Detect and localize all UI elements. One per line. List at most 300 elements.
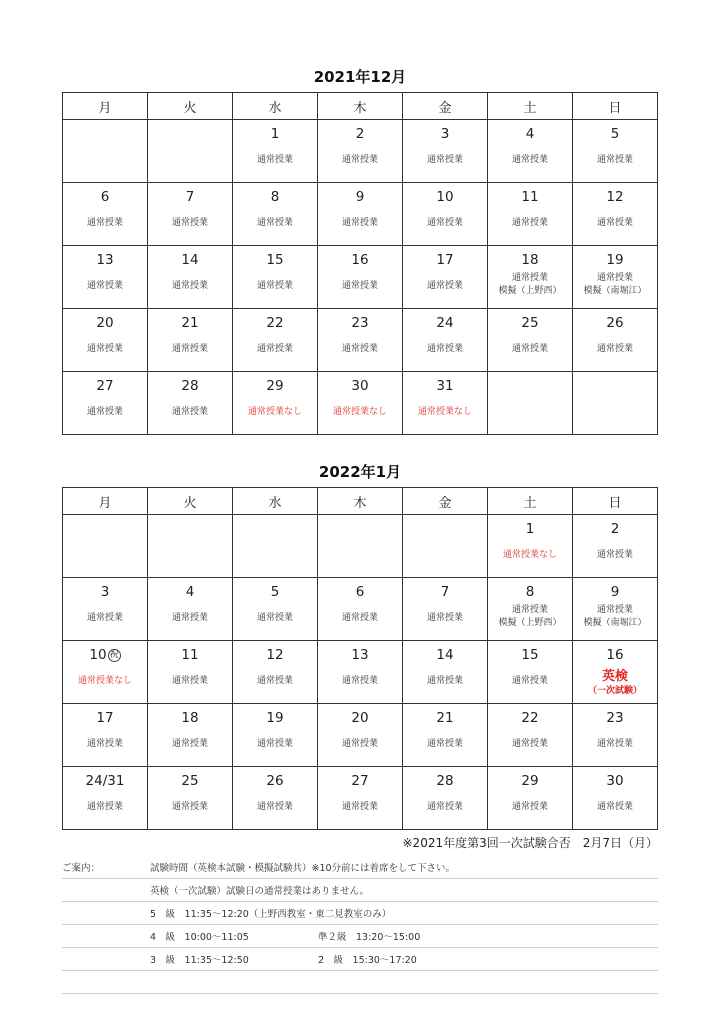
- schedule-line: 通常授業: [341, 613, 378, 623]
- day-cell: [403, 309, 488, 372]
- day-number: [233, 252, 317, 268]
- day-number: [488, 252, 572, 268]
- schedule-line: 通常授業: [511, 605, 548, 615]
- schedule-line: 通常授業: [426, 802, 463, 812]
- day-number-text: 12: [606, 189, 624, 205]
- note-text: 試験時間（英検本試験・模擬試験共）※10分前には着席をして下さい。: [150, 863, 456, 874]
- day-number-text: 11: [181, 647, 199, 663]
- day-cell: [148, 372, 233, 435]
- day-number: [233, 710, 317, 726]
- day-schedule: [233, 612, 317, 625]
- day-number-text: 16: [606, 647, 624, 663]
- day-schedule: [573, 801, 657, 814]
- day-cell: [488, 704, 573, 767]
- note-row: [62, 925, 658, 948]
- day-schedule: [488, 272, 572, 298]
- schedule-line: 模擬（上野西）: [498, 618, 562, 628]
- day-number-text: 20: [96, 315, 114, 331]
- schedule-line: 通常授業: [426, 613, 463, 623]
- note-row: [62, 902, 658, 925]
- schedule-line: 通常授業: [596, 802, 633, 812]
- day-number-text: 20: [351, 710, 369, 726]
- weekday-header: 金: [403, 93, 488, 120]
- schedule-line: 通常授業: [86, 218, 123, 228]
- day-number: [63, 315, 147, 331]
- day-number: [573, 315, 657, 331]
- week-row: [63, 120, 658, 183]
- day-cell: [148, 309, 233, 372]
- weekday-header: 水: [233, 488, 318, 515]
- schedule-line: 通常授業: [256, 739, 293, 749]
- day-schedule: [573, 272, 657, 298]
- day-schedule: [63, 217, 147, 230]
- day-cell: [148, 578, 233, 641]
- day-number-text: 29: [521, 773, 539, 789]
- day-schedule: [63, 612, 147, 625]
- weekday-header: 水: [233, 93, 318, 120]
- schedule-line: 通常授業: [86, 802, 123, 812]
- day-number: [403, 647, 487, 663]
- day-schedule: [403, 675, 487, 688]
- day-schedule: [148, 217, 232, 230]
- day-number: [403, 189, 487, 205]
- day-number-text: 23: [351, 315, 369, 331]
- day-number-text: 18: [181, 710, 199, 726]
- day-number-text: 8: [270, 189, 280, 205]
- day-schedule: [403, 406, 487, 419]
- day-schedule: [403, 217, 487, 230]
- day-cell: [233, 246, 318, 309]
- schedule-line: 通常授業: [341, 802, 378, 812]
- day-number: [63, 710, 147, 726]
- weekday-header-row: [63, 93, 658, 120]
- day-schedule: [233, 406, 317, 419]
- schedule-line: 通常授業: [511, 155, 548, 165]
- day-number: [488, 773, 572, 789]
- day-number-text: 16: [351, 252, 369, 268]
- day-cell: [488, 183, 573, 246]
- day-schedule: [403, 343, 487, 356]
- day-schedule: [573, 738, 657, 751]
- schedule-line: 通常授業: [256, 281, 293, 291]
- day-number: [318, 584, 402, 600]
- day-number-text: 21: [181, 315, 199, 331]
- day-cell: [403, 641, 488, 704]
- day-number: [573, 189, 657, 205]
- day-number-text: 5: [610, 126, 620, 142]
- no-class-label: 通常授業なし: [247, 407, 302, 417]
- day-number-text: 3: [440, 126, 450, 142]
- day-cell: [318, 246, 403, 309]
- schedule-line: 通常授業: [426, 155, 463, 165]
- eiken-label: 英検: [601, 669, 628, 684]
- schedule-line: 通常授業: [596, 218, 633, 228]
- calendar-title-january: 2022年1月: [318, 463, 402, 481]
- day-cell: [488, 120, 573, 183]
- weekday-header: 月: [63, 93, 148, 120]
- day-schedule: [63, 280, 147, 293]
- day-number: [63, 252, 147, 268]
- day-number: [63, 378, 147, 394]
- day-number: [148, 773, 232, 789]
- day-cell: [148, 246, 233, 309]
- day-schedule: [403, 154, 487, 167]
- schedule-line: 通常授業: [86, 407, 123, 417]
- schedule-line: 通常授業: [426, 739, 463, 749]
- note-text-secondary: 2 級 15:30～17:20: [318, 955, 417, 966]
- schedule-line: 通常授業: [426, 676, 463, 686]
- weekday-header: 日: [573, 93, 658, 120]
- empty-day-cell: [148, 515, 233, 578]
- day-cell: [403, 246, 488, 309]
- day-schedule: [403, 612, 487, 625]
- day-cell: [148, 704, 233, 767]
- day-schedule: [573, 604, 657, 630]
- day-cell: [403, 120, 488, 183]
- schedule-line: 通常授業: [341, 344, 378, 354]
- day-schedule: [573, 343, 657, 356]
- day-cell: [573, 120, 658, 183]
- day-schedule: [488, 675, 572, 688]
- day-cell: [403, 578, 488, 641]
- day-schedule: [148, 675, 232, 688]
- day-cell: [148, 183, 233, 246]
- day-schedule: [148, 343, 232, 356]
- note-text-secondary: 準２級 13:20～15:00: [318, 932, 421, 943]
- day-number-text: 8: [525, 584, 535, 600]
- schedule-line: 通常授業: [511, 739, 548, 749]
- notes-section: [62, 856, 658, 994]
- day-schedule: [233, 280, 317, 293]
- notes-label: ご案内：: [62, 863, 101, 874]
- day-cell: [318, 120, 403, 183]
- day-cell: [318, 704, 403, 767]
- holiday-mark: 祝: [109, 650, 119, 660]
- day-cell: [233, 578, 318, 641]
- day-number-text: 30: [606, 773, 624, 789]
- schedule-line: 通常授業: [341, 218, 378, 228]
- day-cell: [403, 767, 488, 830]
- schedule-line: 通常授業: [86, 344, 123, 354]
- empty-day-cell: [403, 515, 488, 578]
- day-schedule: [318, 738, 402, 751]
- day-number: [318, 773, 402, 789]
- day-number: [148, 710, 232, 726]
- schedule-line: 通常授業: [86, 613, 123, 623]
- day-number: [63, 773, 147, 789]
- day-schedule: [403, 801, 487, 814]
- day-number-text: 2: [610, 521, 620, 537]
- day-number: [488, 584, 572, 600]
- day-cell: [63, 372, 148, 435]
- day-number-text: 15: [266, 252, 284, 268]
- day-cell: [63, 578, 148, 641]
- note-row: [62, 948, 658, 971]
- day-cell: [233, 183, 318, 246]
- day-schedule: [318, 217, 402, 230]
- day-number-text: 30: [351, 378, 369, 394]
- schedule-line: 通常授業: [511, 344, 548, 354]
- day-number: [403, 126, 487, 142]
- schedule-line: 通常授業: [171, 802, 208, 812]
- schedule-line: 通常授業: [596, 344, 633, 354]
- day-number: [318, 647, 402, 663]
- day-number: [403, 773, 487, 789]
- weekday-header-row: [63, 488, 658, 515]
- day-number: [573, 252, 657, 268]
- week-row: [63, 641, 658, 704]
- day-number: [148, 378, 232, 394]
- day-cell: [318, 767, 403, 830]
- day-number: [63, 647, 147, 663]
- no-class-label: 通常授業なし: [502, 550, 557, 560]
- day-schedule: [63, 675, 147, 688]
- day-number: [488, 521, 572, 537]
- schedule-line: 通常授業: [171, 218, 208, 228]
- day-number-text: 24/31: [85, 773, 125, 789]
- day-number-text: 27: [351, 773, 369, 789]
- day-number-text: 3: [100, 584, 110, 600]
- schedule-line: 模擬（南堀江）: [583, 286, 647, 296]
- day-schedule: [488, 604, 572, 630]
- day-number-text: 10: [89, 647, 107, 663]
- day-number: [488, 710, 572, 726]
- day-number-text: 4: [525, 126, 535, 142]
- day-number-text: 1: [270, 126, 280, 142]
- schedule-line: 通常授業: [256, 155, 293, 165]
- day-number: [318, 189, 402, 205]
- day-number-text: 1: [525, 521, 535, 537]
- day-schedule: [318, 154, 402, 167]
- empty-day-cell: [148, 120, 233, 183]
- schedule-line: 通常授業: [511, 802, 548, 812]
- weekday-header: 土: [488, 93, 573, 120]
- day-number: [488, 189, 572, 205]
- day-cell: [403, 183, 488, 246]
- day-number: [148, 315, 232, 331]
- day-number: [403, 378, 487, 394]
- exam-result-note: ※2021年度第3回一次試験合否 2月7日（月）: [402, 836, 658, 850]
- weekday-header: 金: [403, 488, 488, 515]
- schedule-line: 模擬（南堀江）: [583, 618, 647, 628]
- day-number-text: 24: [436, 315, 454, 331]
- day-cell: [233, 767, 318, 830]
- day-number: [573, 126, 657, 142]
- day-schedule: [233, 343, 317, 356]
- day-number-text: 13: [96, 252, 114, 268]
- no-class-label: 通常授業なし: [417, 407, 472, 417]
- day-schedule: [148, 406, 232, 419]
- schedule-line: 通常授業: [86, 739, 123, 749]
- day-cell: [63, 246, 148, 309]
- day-number: [488, 126, 572, 142]
- schedule-line: 通常授業: [511, 273, 548, 283]
- eiken-sub-label: （一次試験）: [587, 686, 642, 696]
- day-number: [233, 126, 317, 142]
- schedule-line: 通常授業: [171, 281, 208, 291]
- day-schedule: [573, 549, 657, 562]
- day-cell: [318, 578, 403, 641]
- day-schedule: [318, 675, 402, 688]
- week-row: [63, 183, 658, 246]
- day-number-text: 27: [96, 378, 114, 394]
- weekday-header: 火: [148, 488, 233, 515]
- day-cell: [573, 767, 658, 830]
- weekday-header: 土: [488, 488, 573, 515]
- day-cell: [318, 641, 403, 704]
- calendar-january: [62, 487, 658, 830]
- day-number-text: 6: [355, 584, 365, 600]
- day-cell: [573, 246, 658, 309]
- day-number: [233, 647, 317, 663]
- day-schedule: [148, 738, 232, 751]
- schedule-line: 通常授業: [596, 550, 633, 560]
- note-text: 4 級 10:00～11:05: [150, 932, 249, 943]
- day-number: [488, 647, 572, 663]
- day-cell: [573, 183, 658, 246]
- day-number: [403, 252, 487, 268]
- week-row: [63, 515, 658, 578]
- day-number-text: 2: [355, 126, 365, 142]
- day-number-text: 5: [270, 584, 280, 600]
- week-row: [63, 309, 658, 372]
- day-cell: [573, 641, 658, 704]
- day-number: [318, 252, 402, 268]
- day-number-text: 23: [606, 710, 624, 726]
- note-row: [62, 879, 658, 902]
- day-number-text: 22: [521, 710, 539, 726]
- day-number: [573, 584, 657, 600]
- day-schedule: [63, 738, 147, 751]
- calendar-title-december: 2021年12月: [313, 68, 407, 86]
- day-number: [148, 584, 232, 600]
- schedule-line: 通常授業: [596, 739, 633, 749]
- week-row: [63, 767, 658, 830]
- schedule-line: 通常授業: [426, 218, 463, 228]
- day-number-text: 31: [436, 378, 454, 394]
- empty-day-cell: [63, 515, 148, 578]
- day-number-text: 11: [521, 189, 539, 205]
- schedule-line: 通常授業: [256, 218, 293, 228]
- day-number: [573, 773, 657, 789]
- schedule-line: 通常授業: [341, 739, 378, 749]
- schedule-line: 通常授業: [171, 344, 208, 354]
- day-cell: [573, 309, 658, 372]
- note-row: [62, 971, 658, 994]
- day-cell: [318, 372, 403, 435]
- day-number-text: 13: [351, 647, 369, 663]
- schedule-line: 通常授業: [511, 218, 548, 228]
- day-schedule: [148, 801, 232, 814]
- day-cell: [488, 515, 573, 578]
- day-number: [148, 189, 232, 205]
- day-number: [318, 710, 402, 726]
- day-cell: [148, 641, 233, 704]
- day-cell: [63, 309, 148, 372]
- day-cell: [63, 641, 148, 704]
- day-cell: [63, 704, 148, 767]
- day-number: [318, 126, 402, 142]
- day-cell: [233, 704, 318, 767]
- day-number: [233, 315, 317, 331]
- schedule-line: 通常授業: [171, 613, 208, 623]
- day-schedule: [318, 343, 402, 356]
- day-schedule: [488, 738, 572, 751]
- day-number: [233, 189, 317, 205]
- day-number: [318, 315, 402, 331]
- day-number-text: 26: [606, 315, 624, 331]
- day-number: [233, 378, 317, 394]
- week-row: [63, 704, 658, 767]
- empty-day-cell: [63, 120, 148, 183]
- calendar-december: [62, 92, 658, 435]
- schedule-line: 通常授業: [596, 605, 633, 615]
- day-schedule: [488, 217, 572, 230]
- day-number-text: 25: [181, 773, 199, 789]
- note-text: 3 級 11:35～12:50: [150, 955, 249, 966]
- weekday-header: 木: [318, 488, 403, 515]
- day-number-text: 14: [181, 252, 199, 268]
- day-number-text: 17: [96, 710, 114, 726]
- schedule-line: 模擬（上野西）: [498, 286, 562, 296]
- day-cell: [488, 578, 573, 641]
- day-schedule: [573, 154, 657, 167]
- day-cell: [233, 120, 318, 183]
- day-number-text: 28: [436, 773, 454, 789]
- day-cell: [403, 372, 488, 435]
- day-schedule: [233, 801, 317, 814]
- day-cell: [488, 641, 573, 704]
- day-schedule: [63, 343, 147, 356]
- week-row: [63, 372, 658, 435]
- day-cell: [573, 704, 658, 767]
- empty-day-cell: [573, 372, 658, 435]
- no-class-label: 通常授業なし: [332, 407, 387, 417]
- day-cell: [63, 767, 148, 830]
- weekday-header: 日: [573, 488, 658, 515]
- schedule-line: 通常授業: [171, 739, 208, 749]
- day-number-text: 10: [436, 189, 454, 205]
- weekday-header: 月: [63, 488, 148, 515]
- day-number: [233, 773, 317, 789]
- day-schedule: [63, 406, 147, 419]
- day-number: [488, 315, 572, 331]
- day-cell: [233, 641, 318, 704]
- day-cell: [488, 309, 573, 372]
- day-number-text: 25: [521, 315, 539, 331]
- day-number-text: 19: [266, 710, 284, 726]
- week-row: [63, 246, 658, 309]
- day-schedule: [403, 280, 487, 293]
- schedule-line: 通常授業: [341, 676, 378, 686]
- day-cell: [573, 578, 658, 641]
- day-number-text: 17: [436, 252, 454, 268]
- weekday-header: 木: [318, 93, 403, 120]
- empty-day-cell: [233, 515, 318, 578]
- day-schedule: [573, 217, 657, 230]
- day-schedule: [318, 801, 402, 814]
- day-number: [403, 315, 487, 331]
- day-schedule: [488, 549, 572, 562]
- day-number-text: 19: [606, 252, 624, 268]
- day-number: [403, 584, 487, 600]
- schedule-line: 通常授業: [596, 273, 633, 283]
- day-schedule: [233, 154, 317, 167]
- schedule-line: 通常授業: [596, 155, 633, 165]
- day-number: [573, 647, 657, 663]
- day-cell: [148, 767, 233, 830]
- day-number-text: 15: [521, 647, 539, 663]
